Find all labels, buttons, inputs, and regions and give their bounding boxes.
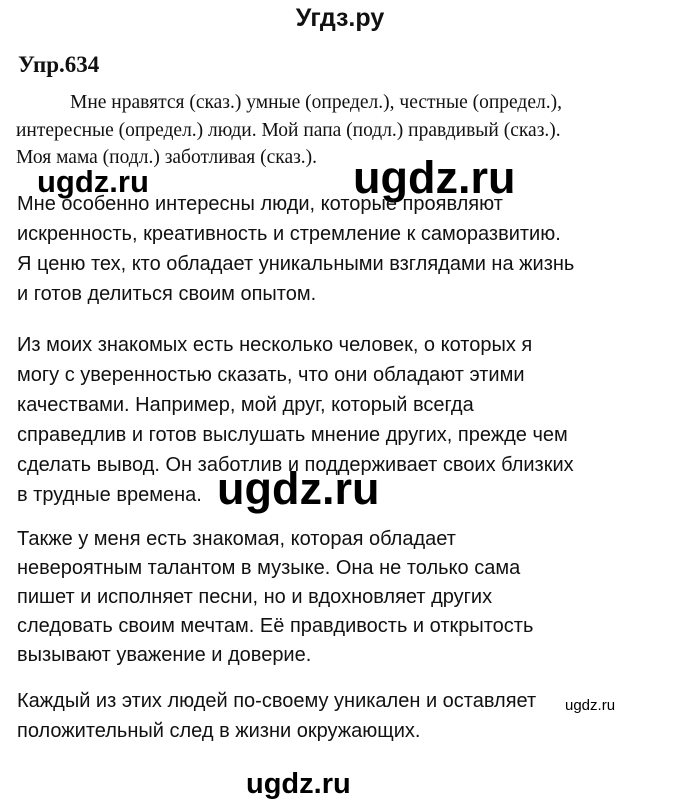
paragraph-line: в трудные времена.	[17, 484, 202, 506]
paragraph-line: искренность, креативность и стремление к саморазвитию.	[17, 223, 561, 245]
paragraph-line: пишет и исполняет песни, но и вдохновляет других	[17, 586, 493, 608]
watermark: ugdz.ru	[565, 697, 616, 714]
paragraph-line: Из моих знакомых есть несколько человек, о которых я	[17, 334, 533, 356]
paragraph-line: могу с уверенностью сказать, что они обладают этими	[17, 364, 525, 386]
paragraph-line: сделать вывод. Он заботлив и поддерживает своих близких	[17, 454, 574, 476]
paragraph-line: следовать своим мечтам. Её правдивость и открытость	[17, 615, 534, 637]
paragraph-line: Также у меня есть знакомая, которая обладает	[17, 528, 456, 550]
analysis-line: Мне нравятся (сказ.) умные (определ.), честные (определ.),	[70, 92, 562, 113]
paragraph-line: Мне особенно интересны люди, которые проявляют	[17, 193, 503, 215]
watermark: ugdz.ru	[37, 164, 149, 199]
paragraph-line: Каждый из этих людей по-своему уникален и оставляет	[17, 690, 537, 712]
paragraph-line: положительный след в жизни окружающих.	[17, 720, 421, 742]
analysis-line: Моя мама (подл.) заботливая (сказ.).	[16, 147, 318, 168]
paragraph-line: справедлив и готов выслушать мнение других, прежде чем	[17, 424, 568, 446]
watermark: ugdz.ru	[217, 463, 380, 514]
paragraph-line: невероятным талантом в музыке. Она не только сама	[17, 557, 521, 579]
paragraph-line: Я ценю тех, кто обладает уникальными взглядами на жизнь	[17, 253, 575, 275]
watermark: ugdz.ru	[353, 152, 516, 203]
analysis-line: интересные (определ.) люди. Мой папа (подл.) правдивый (сказ.).	[16, 120, 561, 141]
paragraph-line: вызывают уважение и доверие.	[17, 644, 312, 666]
site-title: Угдз.ру	[295, 4, 385, 32]
paragraph-line: и готов делиться своим опытом.	[17, 283, 317, 305]
watermark: ugdz.ru	[246, 768, 351, 800]
exercise-title: Упр.634	[18, 52, 100, 77]
paragraph-line: качествами. Например, мой друг, который всегда	[17, 394, 474, 416]
